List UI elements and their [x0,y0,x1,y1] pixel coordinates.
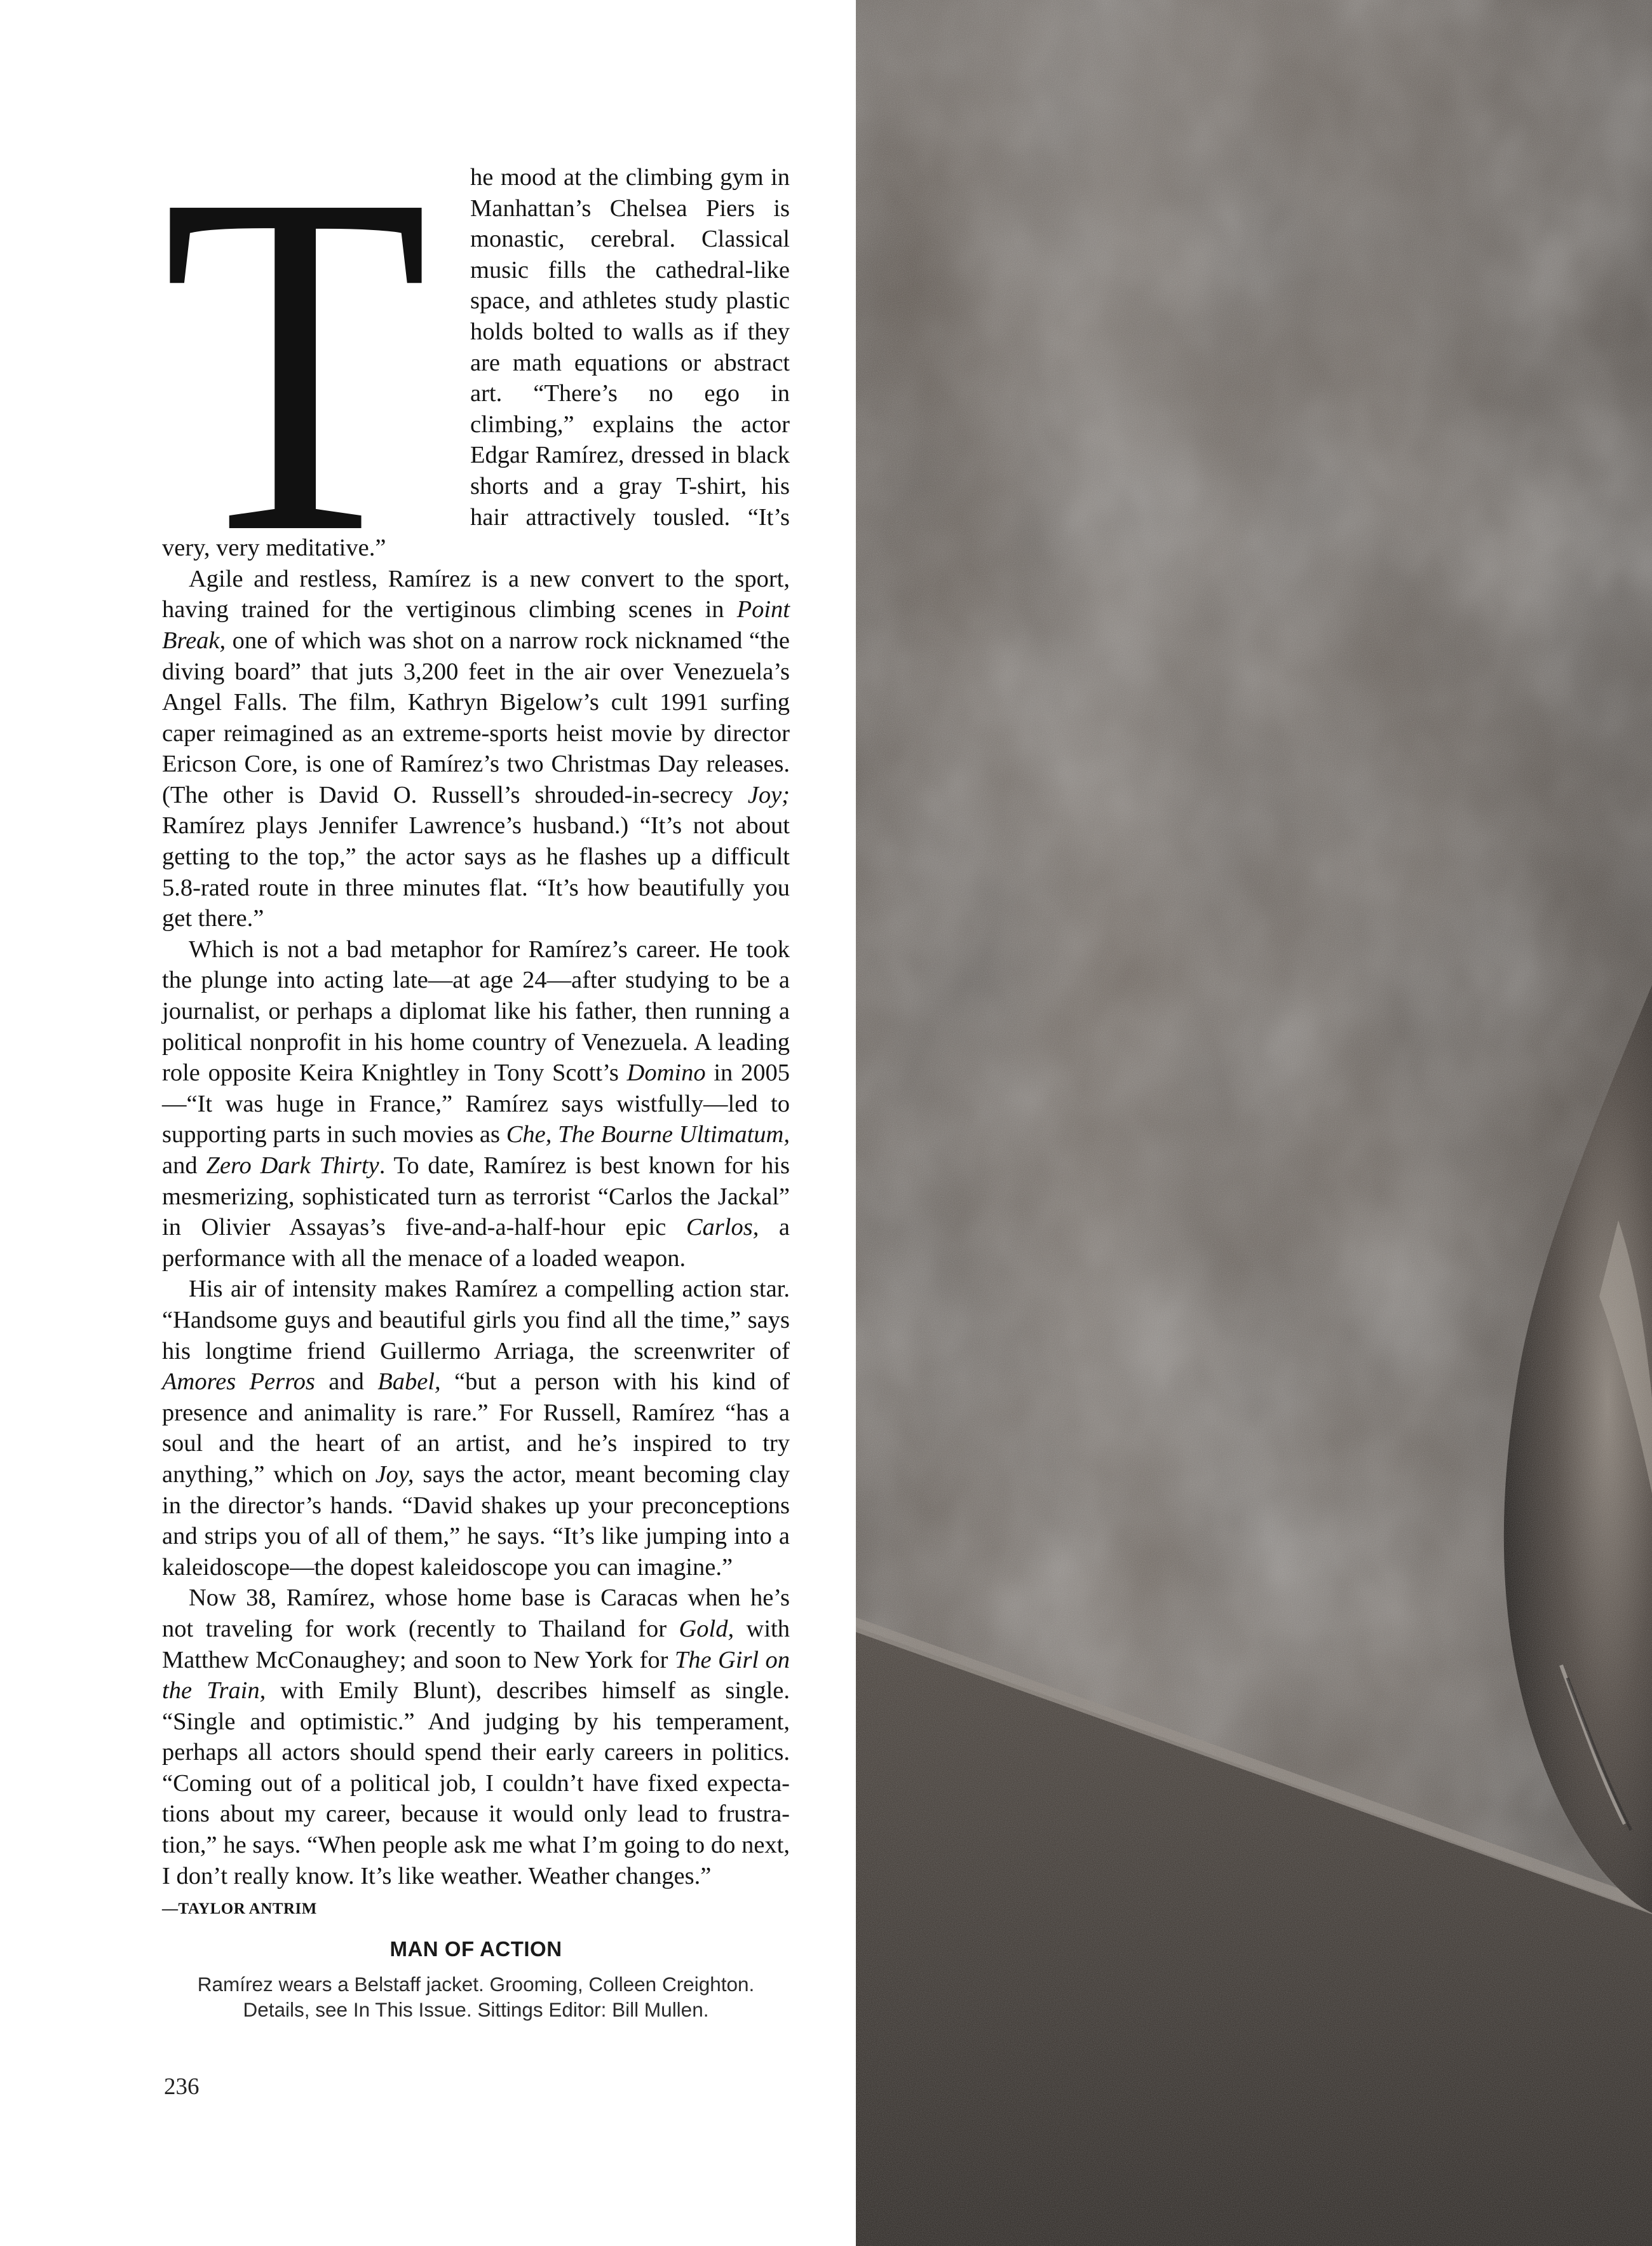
article-column [162,162,790,2022]
caption-title: MAN OF ACTION [389,1937,562,1961]
paragraph-5: Now 38, Ramírez, whose home base is Caracas when he’s not traveling for work (recently to Thailand for Gold, with Matthew McConaughey; and soon to New York for The Girl on the Train, with Emily Blunt), describes himself as single. “Single and optimistic.” And judging by his temperament, perhaps all actors should spend their early careers in politics. “Coming out of a political job, I couldn’t have fixed expectations about my career, because it would only lead to frustration,” he says. “When people ask me what I’m going to do next, I don’t really know. It’s like weather. Weather changes.” [162,1584,790,1889]
title-domino: Domino [626,1059,706,1087]
title-girl-on-the-train: The Girl on the Train, [162,1646,790,1705]
title-che-bourne: Che, The Bourne Ultimatum, [506,1121,790,1148]
title-gold: Gold, [679,1615,735,1642]
page-number: 236 [164,2074,200,2100]
article-body [162,162,790,1891]
portrait-photo [856,0,1652,2246]
svg-text:T: T [162,162,429,531]
title-babel: Babel, [377,1368,441,1396]
paragraph-4: His air of intensity makes Ramírez a compelling action star. “Handsome guys and beautiful girls you find all the time,” says his longtime friend Guillermo Arriaga, the screenwriter of Amores Perros and Babel, “but a person with his kind of presence and animality is rare.” For Russell, Ramírez “has a soul and the heart of an artist, and he’s inspired to try anything,” which on Joy, says the actor, meant becoming clay in the director’s hands. “David shakes up your preconceptions and strips you of all of them,” he says. “It’s like jumping into a kaleidoscope—the dopest kaleidoscope you can imagine.” [162,1276,790,1581]
caption-credits-line-2: Details, see In This Issue. Sittings Editor: Bill Mullen. [243,1998,709,2022]
title-zero-dark-thirty: Zero Dark Thirty [206,1152,379,1179]
title-point-break: Point Break, [162,596,790,654]
portrait-photo-image [856,0,1652,2246]
drop-cap [162,162,470,531]
lead-paragraph [162,162,790,564]
paragraph-2: Agile and restless, Ramírez is a new convert to the sport, having trained for the vertiginous climbing scenes in Point Break, one of which was shot on a narrow rock nicknamed “the diving board” that juts 3,200 feet in the air over Venezuela’s Angel Falls. The film, Kathryn Bigelow’s cult 1991 surfing caper reimagined as an extreme-sports heist movie by director Ericson Core, is one of Ramírez’s two Christmas Day releases. (The other is David O. Russell’s shrouded-in-secrecy Joy; Ramírez plays Jennifer Lawrence’s husband.) “It’s not about getting to the top,” the actor says as he flashes up a difficult 5.8-rated route in three minutes flat. “It’s how beautifully you get there.” [162,565,790,932]
caption-credits-line-1: Ramírez wears a Belstaff jacket. Grooming, Colleen Creighton. [197,1973,755,1996]
title-joy: Joy; [747,781,790,808]
title-carlos: Carlos, [686,1214,759,1241]
byline: —TAYLOR ANTRIM [162,1900,317,1918]
photo-caption [162,1937,790,2022]
title-joy-2: Joy, [375,1460,414,1488]
lead-text: he mood at the climbing gym in Manhattan’s Chelsea Piers is monastic, cerebral. Classical music fills the cathedral-like space, and athletes study plastic holds bolted to walls as if they are math equations or abstract art. “There’s no ego in climbing,” explains the actor Edgar Ramírez, dressed in black shorts and a gray T-shirt, his hair attractively tousled. “It’s very, very meditative.” [162,164,790,562]
paragraph-3: Which is not a bad metaphor for Ramírez’s career. He took the plunge into acting late—at age 24—after studying to be a journalist, or perhaps a diplomat like his father, then running a political nonprofit in his home country of Venezuela. A leading role opposite Keira Knightley in Tony Scott’s Domino in 2005—“It was huge in France,” Ramírez says wistfully—led to supporting parts in such movies as Che, The Bourne Ultimatum, and Zero Dark Thirty. To date, Ramírez is best known for his mesmerizing, sophisticated turn as terrorist “Carlos the Jackal” in Olivier Assayas’s five-and-a-half-hour epic Carlos, a performance with all the menace of a loaded weapon. [162,936,790,1272]
title-amores-perros: Amores Perros [162,1368,315,1396]
drop-cap-glyph [162,162,429,531]
